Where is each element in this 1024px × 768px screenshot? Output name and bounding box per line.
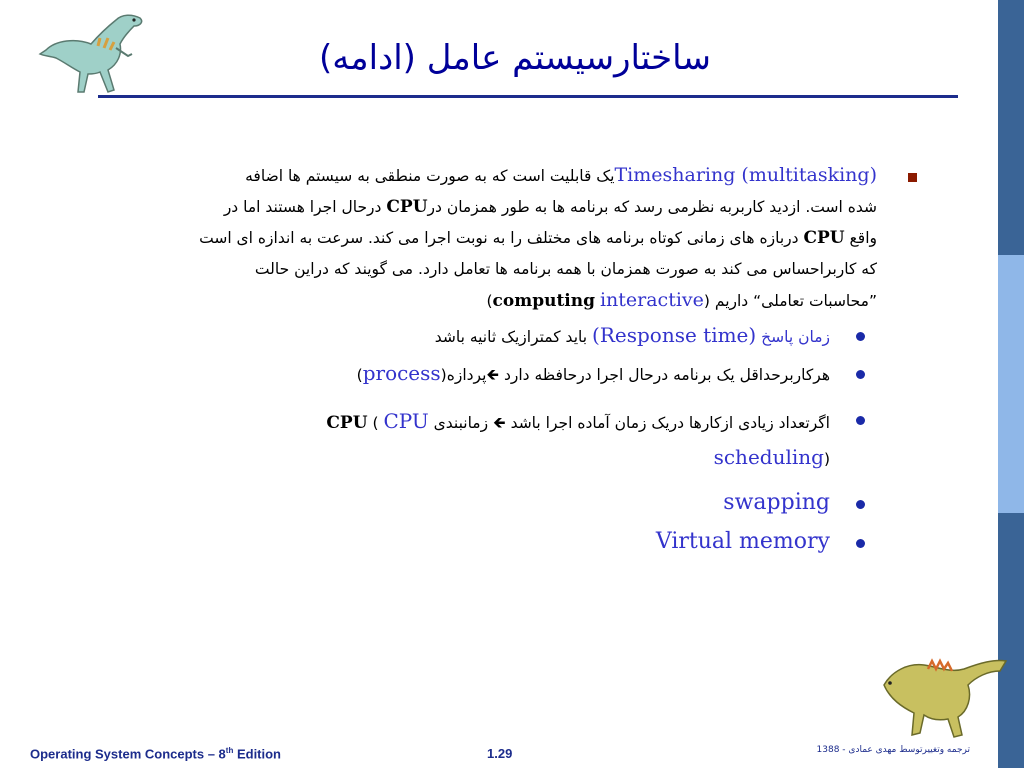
bullet-line-4 [95,254,877,285]
title-underline [98,95,958,98]
footer-book-sup: th [225,746,234,755]
bullet-line-2 [95,192,877,223]
text-segment: درحال اجرا هستند اما در [223,198,382,216]
sub-bullet-scheduling: اگرتعداد زیادی ازکارها دریک زمان آماده اجرا باشد 🡸 زمانبندی CPU ( CPU (scheduling [95,404,925,476]
arrow-left-icon: 🡸 [486,366,500,384]
term-process: process [362,361,441,385]
term-cpu-scheduling: CPU [383,409,429,433]
round-bullet-icon [856,500,865,509]
term-timesharing: Timesharing (multitasking) [614,164,877,186]
text-segment: باید کمترازیک ثانیه باشد [434,328,588,346]
side-rail [998,0,1024,768]
bullet-line-3 [95,223,877,254]
round-bullet-icon [856,332,865,341]
bullet-line-1 [95,160,877,192]
term-cpu: CPU [326,413,368,433]
rail-block-light [998,255,1024,513]
footer-credit: ترجمه وتغییرتوسط مهدی عمادی - 1388 [816,745,970,755]
dinosaur-logo-bottom [880,655,1010,740]
text-segment: هرکاربرحداقل یک برنامه درحال اجرا درحافظه دارد [503,366,830,384]
term-virtual-memory: Virtual memory [655,529,830,554]
text-segment: که کاربراحساس می کند به صورت همزمان با همه برنامه ها تعامل دارد. می گویند که دراین حالت [254,260,877,278]
slide-body [95,160,925,554]
term-scheduling: scheduling [713,445,824,469]
text-segment: شده است. ازدید کاربربه نظرمی رسد که برنامه ها به طور همزمان در [427,198,877,216]
term-response-time: (Response time) [592,323,757,347]
rail-block-dark [998,0,1024,255]
text-segment: پردازه [446,366,487,384]
term-computing: computing [492,291,596,311]
text-segment: زمانبندی [433,414,489,432]
square-bullet-icon [908,173,917,182]
text-segment: زمان پاسخ [761,328,830,346]
term-interactive: interactive [599,289,704,311]
text-segment: دربازه های زمانی کوتاه برنامه های مختلف را به نوبت اجرا می کند. سرعت به اندازه ای است [199,229,799,247]
term-swapping: swapping [723,490,830,515]
sub-bullet-response-time [95,323,925,347]
slide-footer [0,738,1000,768]
round-bullet-icon [856,539,865,548]
footer-book-title [30,746,281,761]
arrow-left-icon: 🡸 [493,414,506,432]
footer-edition: Edition [233,746,282,762]
sub-bullet-swapping [95,490,925,515]
text-segment: اگرتعداد زیادی ازکارها دریک زمان آماده اجرا باشد [510,414,830,432]
text-segment: ”محاسبات تعاملی“ داریم [714,292,877,310]
text-segment: یک قابلیت است که به صورت منطقی به سیستم ها اضافه [245,167,615,185]
term-cpu: CPU [386,197,428,217]
slide-title: ساختارسیستم عامل (ادامه) [318,38,712,78]
sub-bullet-virtual-memory [95,529,925,554]
main-bullet [95,160,925,317]
footer-book-text: Operating System Concepts – 8 [30,746,226,762]
round-bullet-icon [856,370,865,379]
term-cpu: CPU [803,228,845,248]
sub-bullet-process: هرکاربرحداقل یک برنامه درحال اجرا درحافظه دارد 🡸پردازه(process) [95,361,925,390]
bullet-line-5: ”محاسبات تعاملی“ داریم (computing interactive) [486,289,877,311]
page-number: 1.29 [487,746,513,761]
text-segment: واقع [849,229,877,247]
round-bullet-icon [856,416,865,425]
